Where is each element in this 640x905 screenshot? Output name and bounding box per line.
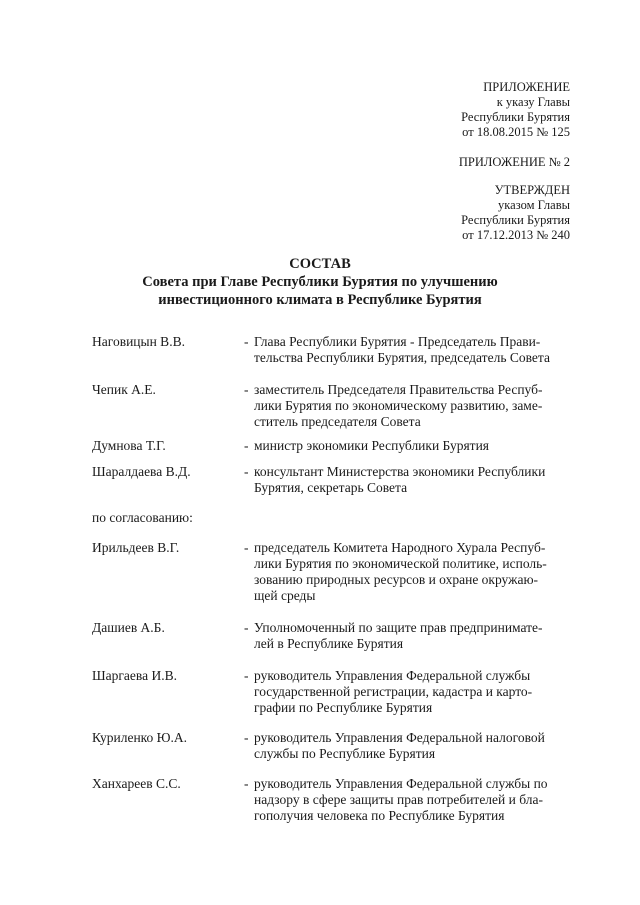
member-description-line: надзору в сфере защиты прав потребителей и бла- bbox=[254, 792, 543, 807]
member-dash: - bbox=[244, 620, 249, 635]
approved-label: УТВЕРЖДЕН bbox=[494, 183, 570, 197]
member-row bbox=[92, 668, 588, 716]
appendix-date: от 18.08.2015 № 125 bbox=[462, 125, 570, 139]
appendix-republic: Республики Бурятия bbox=[461, 110, 570, 124]
member-description-line: руководитель Управления Федеральной налоговой bbox=[254, 730, 545, 745]
member-description bbox=[254, 776, 588, 824]
member-description-line: лики Бурятия по экономической политике, исполь- bbox=[254, 556, 547, 571]
title-main: СОСТАВ bbox=[289, 256, 351, 272]
member-row bbox=[92, 334, 588, 366]
member-row bbox=[92, 464, 588, 496]
member-dash: - bbox=[244, 382, 249, 397]
approved-date: от 17.12.2013 № 240 bbox=[462, 228, 570, 242]
member-dash: - bbox=[244, 776, 249, 791]
member-name: Наговицын В.В. bbox=[92, 334, 185, 349]
member-dash: - bbox=[244, 540, 249, 555]
member-description-line: руководитель Управления Федеральной службы по bbox=[254, 776, 548, 791]
member-description-line: службы по Республике Бурятия bbox=[254, 746, 436, 761]
agreement-label: по согласованию: bbox=[92, 510, 193, 525]
member-description-line: Бурятия, секретарь Совета bbox=[254, 480, 408, 495]
document-title bbox=[0, 255, 640, 309]
approved-republic: Республики Бурятия bbox=[461, 213, 570, 227]
member-description-line: ститель председателя Совета bbox=[254, 414, 421, 429]
member-dash: - bbox=[244, 730, 249, 745]
appendix-decree-ref: к указу Главы bbox=[496, 95, 570, 109]
member-name: Чепик А.Е. bbox=[92, 382, 156, 397]
approved-header bbox=[461, 183, 570, 243]
member-description bbox=[254, 620, 588, 652]
member-name: Шаргаева И.В. bbox=[92, 668, 177, 683]
member-description-line: лики Бурятия по экономическому развитию, заме- bbox=[254, 398, 543, 413]
member-description-line: заместитель Председателя Правительства Респуб- bbox=[254, 382, 543, 397]
member-description bbox=[254, 668, 588, 716]
member-description-line: лей в Республике Бурятия bbox=[254, 636, 404, 651]
member-row bbox=[92, 776, 588, 824]
member-description bbox=[254, 540, 588, 604]
member-description-line: графии по Республике Бурятия bbox=[254, 700, 433, 715]
appendix-header bbox=[461, 80, 570, 140]
member-description-line: тельства Республики Бурятия, председатель Совета bbox=[254, 350, 550, 365]
member-name: Шаралдаева В.Д. bbox=[92, 464, 191, 479]
member-row bbox=[92, 730, 588, 762]
member-description-line: государственной регистрации, кадастра и карто- bbox=[254, 684, 533, 699]
member-description-line: консультант Министерства экономики Республики bbox=[254, 464, 546, 479]
member-name: Дашиев А.Б. bbox=[92, 620, 165, 635]
member-row bbox=[92, 438, 588, 454]
member-name: Куриленко Ю.А. bbox=[92, 730, 188, 745]
member-description-line: Глава Республики Бурятия - Председатель Прави- bbox=[254, 334, 541, 349]
member-description-line: министр экономики Республики Бурятия bbox=[254, 438, 490, 453]
member-dash: - bbox=[244, 334, 249, 349]
member-name: Ирильдеев В.Г. bbox=[92, 540, 180, 555]
member-description-line: гополучия человека по Республике Бурятия bbox=[254, 808, 505, 823]
member-dash: - bbox=[244, 464, 249, 479]
member-dash: - bbox=[244, 668, 249, 683]
member-description bbox=[254, 464, 588, 496]
approved-decree-ref: указом Главы bbox=[498, 198, 570, 212]
member-description-line: зованию природных ресурсов и охране окружаю- bbox=[254, 572, 539, 587]
appendix-number-header bbox=[459, 155, 570, 170]
member-row bbox=[92, 382, 588, 430]
appendix-number: ПРИЛОЖЕНИЕ № 2 bbox=[458, 155, 570, 169]
member-dash: - bbox=[244, 438, 249, 453]
appendix-label: ПРИЛОЖЕНИЕ bbox=[483, 80, 570, 94]
member-description bbox=[254, 382, 588, 430]
member-description bbox=[254, 730, 588, 762]
title-line-1: Совета при Главе Республики Бурятия по улучшению bbox=[142, 274, 498, 290]
member-description-line: председатель Комитета Народного Хурала Респуб- bbox=[254, 540, 546, 555]
member-name: Ханхареев С.С. bbox=[92, 776, 181, 791]
title-line-2: инвестиционного климата в Республике Бурятия bbox=[158, 292, 482, 308]
member-description-line: Уполномоченный по защите прав предпринимате- bbox=[254, 620, 543, 635]
member-description-line: щей среды bbox=[254, 588, 316, 603]
member-row bbox=[92, 620, 588, 652]
member-description bbox=[254, 334, 588, 366]
member-row bbox=[92, 540, 588, 604]
member-description bbox=[254, 438, 588, 454]
member-description-line: руководитель Управления Федеральной службы bbox=[254, 668, 531, 683]
member-name: Думнова Т.Г. bbox=[92, 438, 166, 453]
